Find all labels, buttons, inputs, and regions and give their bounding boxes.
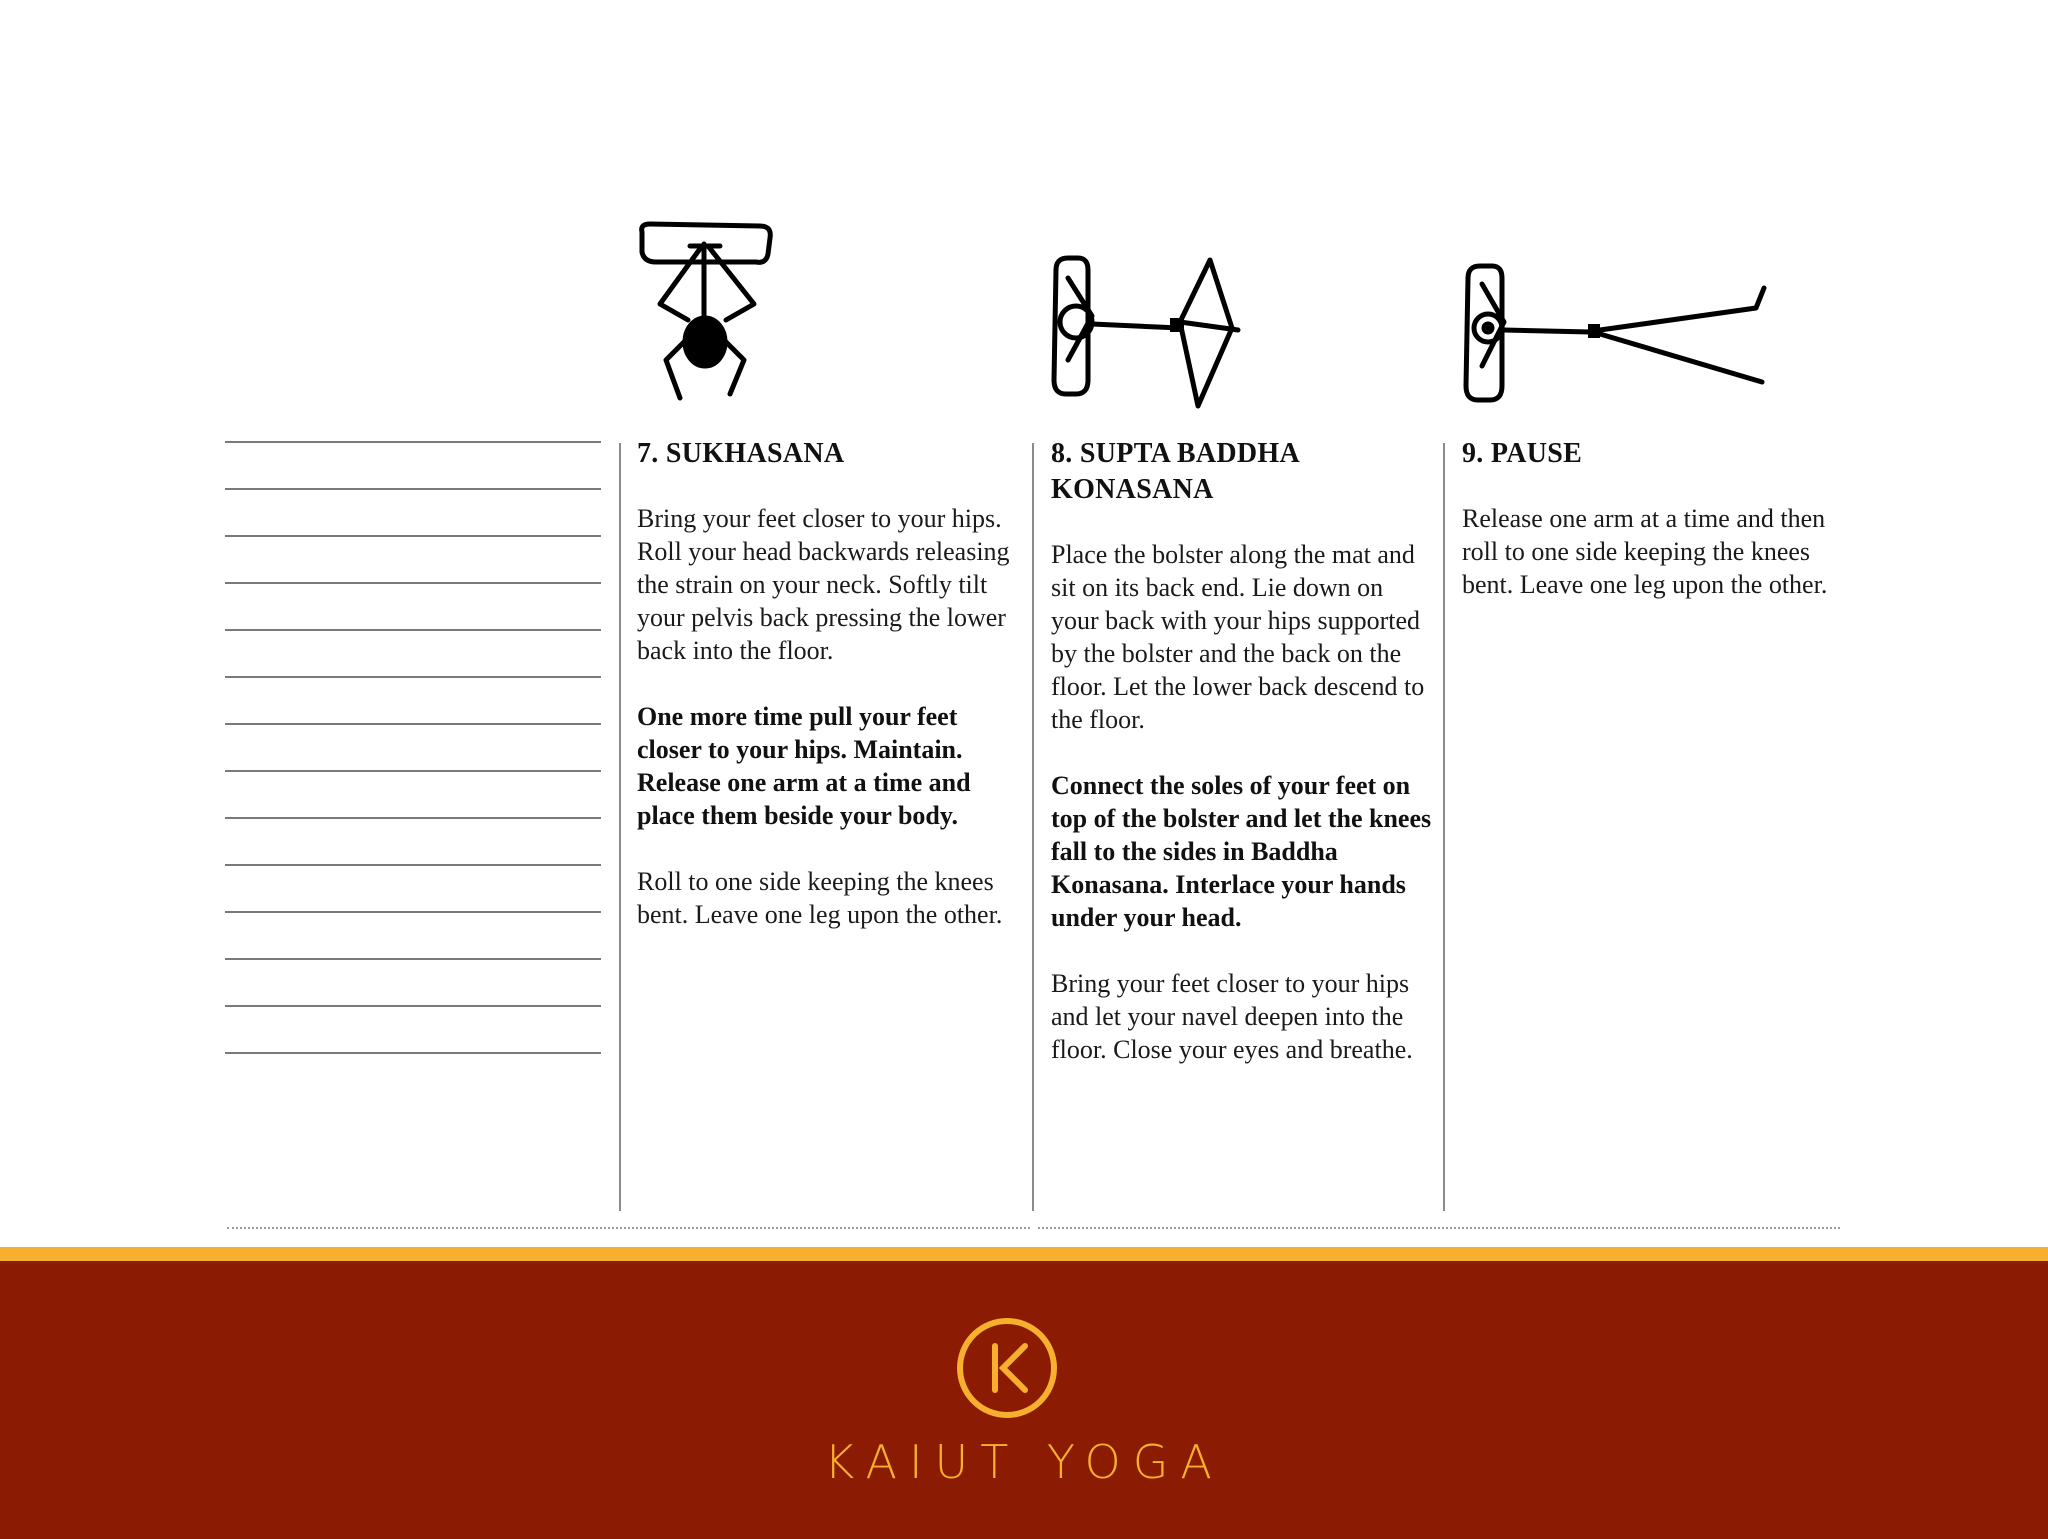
pose-instruction-emphasis: One more time pull your feet closer to your hips. Maintain. Release one arm at a time and place them beside your body. xyxy=(637,702,971,830)
pose-title: 7. SUKHASANA xyxy=(637,438,845,469)
pose-column-sukhasana xyxy=(637,436,1021,964)
footer-banner xyxy=(0,1261,2048,1539)
pose-instruction: Place the bolster along the mat and sit on its back end. Lie down on your back with your hips supported by the bolster and the back on the floor. Let the lower back descend to the floor. xyxy=(1051,540,1425,734)
section-dotted-rule xyxy=(227,1227,1030,1229)
pose-instruction-emphasis: Connect the soles of your feet on top of the bolster and let the knees fall to the sides in Baddha Konasana. Interlace your hands under your head. xyxy=(1051,771,1432,932)
pose-title: 8. SUPTA BADDHA KONASANA xyxy=(1051,438,1299,505)
section-dotted-rule xyxy=(1038,1227,1840,1229)
pose-instruction: Bring your feet closer to your hips and let your navel deepen into the floor. Close your eyes and breathe. xyxy=(1051,969,1413,1064)
supta-baddha-konasana-pose-icon xyxy=(1048,250,1248,410)
brand-name: KAIUT YOGA xyxy=(824,1435,1224,1489)
notes-lines xyxy=(225,441,601,1056)
note-line xyxy=(225,911,601,913)
note-line xyxy=(225,676,601,678)
note-line xyxy=(225,629,601,631)
pose-column-supta-baddha-konasana xyxy=(1051,436,1437,1099)
footer-accent-stripe xyxy=(0,1247,2048,1261)
sukhasana-pose-icon xyxy=(632,218,782,404)
note-line xyxy=(225,958,601,960)
note-line xyxy=(225,1005,601,1007)
column-divider xyxy=(1032,443,1034,1211)
note-line xyxy=(225,582,601,584)
pose-instruction: Bring your feet closer to your hips. Roll your head backwards releasing the strain on your neck. Softly tilt your pelvis back pressing the lower back into the floor. xyxy=(637,504,1010,665)
pose-title: 9. PAUSE xyxy=(1462,438,1583,469)
note-line xyxy=(225,441,601,443)
note-line xyxy=(225,770,601,772)
pause-pose-icon xyxy=(1460,262,1770,404)
note-line xyxy=(225,1052,601,1054)
note-line xyxy=(225,723,601,725)
column-divider xyxy=(619,443,621,1211)
note-line xyxy=(225,817,601,819)
pose-column-pause xyxy=(1462,436,1842,634)
note-line xyxy=(225,864,601,866)
pose-instruction: Release one arm at a time and then roll to one side keeping the knees bent. Leave one leg upon the other. xyxy=(1462,504,1828,599)
kaiut-logo-icon xyxy=(955,1316,1059,1424)
column-divider xyxy=(1443,443,1445,1211)
note-line xyxy=(225,488,601,490)
note-line xyxy=(225,535,601,537)
pose-instruction: Roll to one side keeping the knees bent. Leave one leg upon the other. xyxy=(637,867,1003,929)
